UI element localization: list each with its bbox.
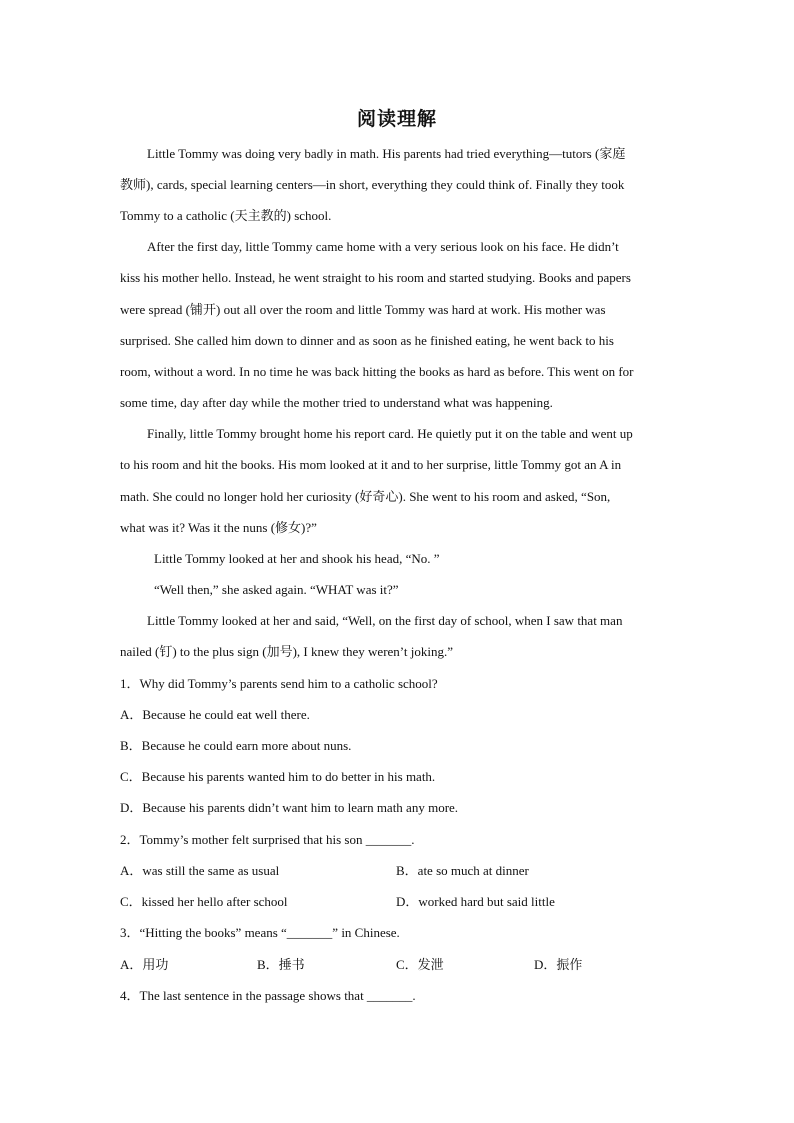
passage-line: Little Tommy was doing very badly in math. His parents had tried everything—tutors (家庭 [147, 146, 626, 161]
question-1-option-d: D．Because his parents didn’t want him to learn math any more. [120, 800, 459, 815]
question-1-option-b: B．Because he could earn more about nuns. [120, 738, 352, 753]
passage-line: After the first day, little Tommy came home with a very serious look on his face. He didn’t [147, 239, 619, 254]
passage-line: “Well then,” she asked again. “WHAT was it?” [154, 582, 399, 597]
question-3-option-b: B．捶书 [257, 957, 305, 972]
passage-line: what was it? Was it the nuns (修女)?” [120, 520, 317, 535]
passage-line: Finally, little Tommy brought home his report card. He quietly put it on the table and went up [147, 426, 633, 441]
question-1-stem: 1．Why did Tommy’s parents send him to a catholic school? [120, 676, 438, 691]
question-2-option-b: B．ate so much at dinner [396, 863, 529, 878]
passage-line: 教师), cards, special learning centers—in short, everything they could think of. Finally they took [120, 177, 625, 192]
question-1-option-a: A．Because he could eat well there. [120, 707, 310, 722]
question-3-option-d: D．振作 [534, 957, 583, 972]
passage-line: math. She could no longer hold her curiosity (好奇心). She went to his room and asked, “Son, [120, 489, 611, 504]
question-2-option-d: D．worked hard but said little [396, 894, 555, 909]
passage-line: some time, day after day while the mother tried to understand what was happening. [120, 395, 553, 410]
passage-line: were spread (铺开) out all over the room and little Tommy was hard at work. His mother was [120, 302, 606, 317]
question-1-option-c: C．Because his parents wanted him to do better in his math. [120, 769, 436, 784]
passage-line: Little Tommy looked at her and said, “Well, on the first day of school, when I saw that man [147, 613, 623, 628]
passage-line: surprised. She called him down to dinner and as soon as he finished eating, he went back to his [120, 333, 614, 348]
passage-line: to his room and hit the books. His mom looked at it and to her surprise, little Tommy got an A in [120, 457, 622, 472]
question-2-option-a: A．was still the same as usual [120, 863, 280, 878]
page-title: 阅读理解 [356, 109, 437, 130]
question-2-stem: 2．Tommy’s mother felt surprised that his son _______. [120, 832, 415, 847]
question-3-stem: 3．“Hitting the books” means “_______” in Chinese. [120, 925, 400, 940]
question-3-option-c: C．发泄 [396, 957, 444, 972]
question-3-option-a: A．用功 [120, 957, 169, 972]
passage-line: room, without a word. In no time he was back hitting the books as hard as before. This went on for [120, 364, 634, 379]
question-4-stem: 4．The last sentence in the passage shows that _______. [120, 988, 416, 1003]
question-2-option-c: C．kissed her hello after school [120, 894, 288, 909]
passage-line: Tommy to a catholic (天主教的) school. [120, 208, 332, 223]
passage-line: Little Tommy looked at her and shook his head, “No. ” [154, 551, 440, 566]
passage-line: kiss his mother hello. Instead, he went straight to his room and started studying. Books and papers [120, 270, 631, 285]
passage-line: nailed (钉) to the plus sign (加号), I knew they weren’t joking.” [120, 644, 453, 659]
